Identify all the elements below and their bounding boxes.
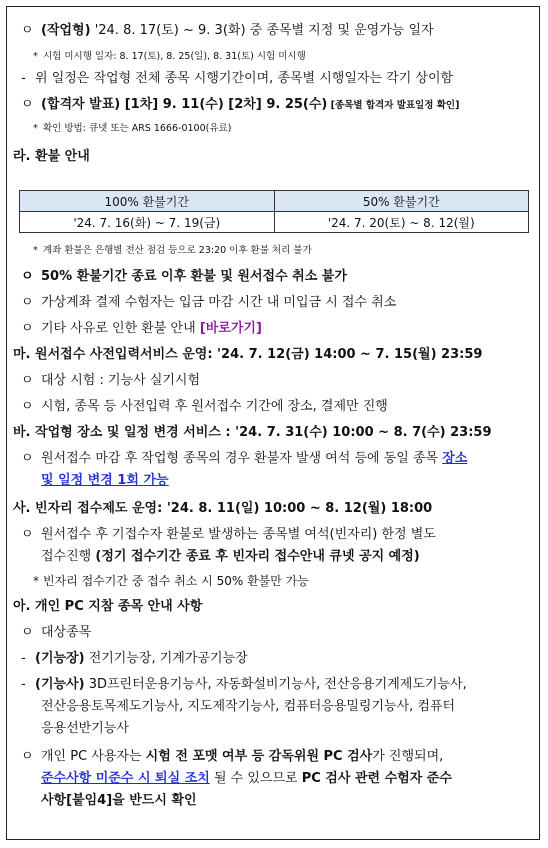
pc-rules-text: PC 검사 관련 수험자 준수 [301,771,452,786]
bank-maintenance-text: 계좌 환불은 은행별 전산 점검 등으로 23:20 이후 환불 처리 불가 [43,245,312,256]
circle-bullet: ㅇ [21,399,34,414]
check-method-text: 확인 방법: 큐넷 또는 ARS 1666-0100(유료) [43,123,232,134]
results-label: (합격자 발표) [41,97,121,112]
no-exam-dates-text: 시험 미시행 일자: 8. 17(토), 8. 25(일), 8. 31(토) 시험 미시행 [43,51,306,62]
circle-bullet: ㅇ [21,23,34,38]
item-virtual-account [7,293,539,313]
vacancy-text-cont: 접수진행 [41,549,96,564]
item-practical-schedule [7,21,539,41]
circle-bullet: ㅇ [21,295,34,310]
star-bullet: * [33,245,38,256]
results-dates: [1차] 9. 11(수) [2차] 9. 25(수) [120,97,328,112]
shortcut-link[interactable]: [바로가기] [199,321,262,336]
item-preinput-process [7,397,539,417]
pc-inspection-text: 시험 전 포맷 여부 등 감독위원 PC 검사 [145,749,373,764]
circle-bullet: ㅇ [21,451,34,466]
section-preinput-heading: 마. 원서접수 사전입력서비스 운영: '24. 7. 12(금) 14:00 ~ 7. 15(월) 23:59 [13,347,483,362]
refund-period-100: '24. 7. 16(화) ~ 7. 19(금) [20,212,275,233]
dash-bullet: - [21,71,26,86]
pc-warning-text: 될 수 있으므로 [209,771,302,786]
refund-table [19,190,529,233]
pc-rules-attachment: 사항[붙임4]을 반드시 확인 [41,793,197,808]
target-subjects-text: 대상종목 [41,625,92,640]
item-target-exam [7,371,539,391]
other-refund-text: 기타 사유로 인한 환불 안내 [41,321,200,336]
refund-end-text: 50% 환불기간 종료 이후 환불 및 원서접수 취소 불가 [41,269,347,284]
item-other-refund [7,319,539,339]
circle-bullet: ㅇ [21,527,34,542]
vacancy-notice: (정기 접수기간 종료 후 빈자리 접수안내 큐넷 공지 예정) [95,549,420,564]
star-bullet: * [33,51,38,62]
results-schedule-link[interactable]: [종목별 합격자 발표일정 확인] [327,100,460,111]
schedule-note-text: 위 일정은 작업형 전체 종목 시행기간이며, 종목별 시행일자는 각기 상이함 [35,71,454,86]
note-vacancy-refund [7,571,539,591]
practical-dates: '24. 8. 17(토) ~ 9. 3(화) 중 종목별 지정 및 운영가능 일자 [90,23,434,38]
circle-bullet: ㅇ [21,321,34,336]
refund-period-50: '24. 7. 20(토) ~ 8. 12(월) [274,212,529,233]
item-change-service-cont [7,471,539,491]
master-subjects: 전기기능장, 기계가공기능장 [84,651,248,666]
change-service-text: 원서접수 마감 후 작업형 종목의 경우 환불자 발생 여석 등에 동일 종목 [41,451,443,466]
star-bullet: * [33,574,39,588]
master-label: (기능장) [35,651,85,666]
preinput-process-text: 시험, 종목 등 사전입력 후 원서접수 기간에 장소, 결제만 진행 [41,399,388,414]
item-schedule-note [7,69,539,89]
item-craftsman-cont2 [7,719,539,739]
dash-bullet: - [21,677,26,692]
expulsion-link[interactable]: 준수사항 미준수 시 퇴실 조치 [41,771,210,786]
circle-bullet: ㅇ [21,625,34,640]
section-pc-heading: 아. 개인 PC 지참 종목 안내 사항 [13,599,203,614]
target-exam-text: 대상 시험 : 기능사 실기시험 [41,373,201,388]
craftsman-subjects-3: 응용선반기능사 [41,721,129,736]
item-vacancy [7,525,539,545]
circle-bullet: ㅇ [21,97,34,112]
section-vacancy-heading: 사. 빈자리 접수제도 운영: '24. 8. 11(일) 10:00 ~ 8. 12(월) 18:00 [13,501,433,516]
craftsman-label: (기능사) [35,677,85,692]
practical-label: (작업형) [41,23,91,38]
dash-bullet: - [21,651,26,666]
item-craftsman-cont [7,697,539,717]
item-results-announcement [7,95,539,115]
vacancy-text: 원서접수 후 기접수자 환불로 발생하는 종목별 여석(빈자리) 한정 별도 [41,527,436,542]
item-change-service [7,449,539,469]
circle-bullet: ㅇ [21,373,34,388]
item-refund-end [7,267,539,287]
refund-header-100: 100% 환불기간 [20,191,275,212]
virtual-account-text: 가상계좌 결제 수험자는 입금 마감 시간 내 미입금 시 접수 취소 [41,295,397,310]
craftsman-subjects-2: 전산응용토목제도기능사, 지도제작기능사, 컴퓨터응용밀링기능사, 컴퓨터 [41,699,456,714]
craftsman-subjects-1: 3D프린터운용기능사, 자동화설비기능사, 전산응용기계제도기능사, [84,677,467,692]
circle-bullet: ㅇ [21,269,34,284]
item-craftsman [7,675,539,695]
change-link-part1[interactable]: 장소 [442,451,468,466]
note-check-method [7,119,539,139]
item-pc-inspection-cont [7,769,539,789]
notice-document [6,6,540,840]
circle-bullet: ㅇ [21,749,34,764]
note-no-exam-dates [7,47,539,67]
item-pc-inspection-cont2 [7,791,539,811]
section-change-service-heading: 바. 작업형 장소 및 일정 변경 서비스 : '24. 7. 31(수) 10:00 ~ 8. 7(수) 23:59 [13,425,492,440]
vacancy-refund-text: 빈자리 접수기간 중 접수 취소 시 50% 환불만 가능 [43,574,309,588]
item-vacancy-cont [7,547,539,567]
refund-header-50: 50% 환불기간 [274,191,529,212]
item-master-craftsman [7,649,539,669]
pc-inspection-tail: 가 진행되며, [372,749,444,764]
item-pc-inspection [7,747,539,767]
item-target-subjects [7,623,539,643]
change-link-part2[interactable]: 및 일정 변경 1회 가능 [41,473,169,488]
pc-user-text: 개인 PC 사용자는 [41,749,146,764]
star-bullet: * [33,123,38,134]
note-bank-maintenance [7,241,539,261]
section-refund-heading: 라. 환불 안내 [13,149,90,164]
